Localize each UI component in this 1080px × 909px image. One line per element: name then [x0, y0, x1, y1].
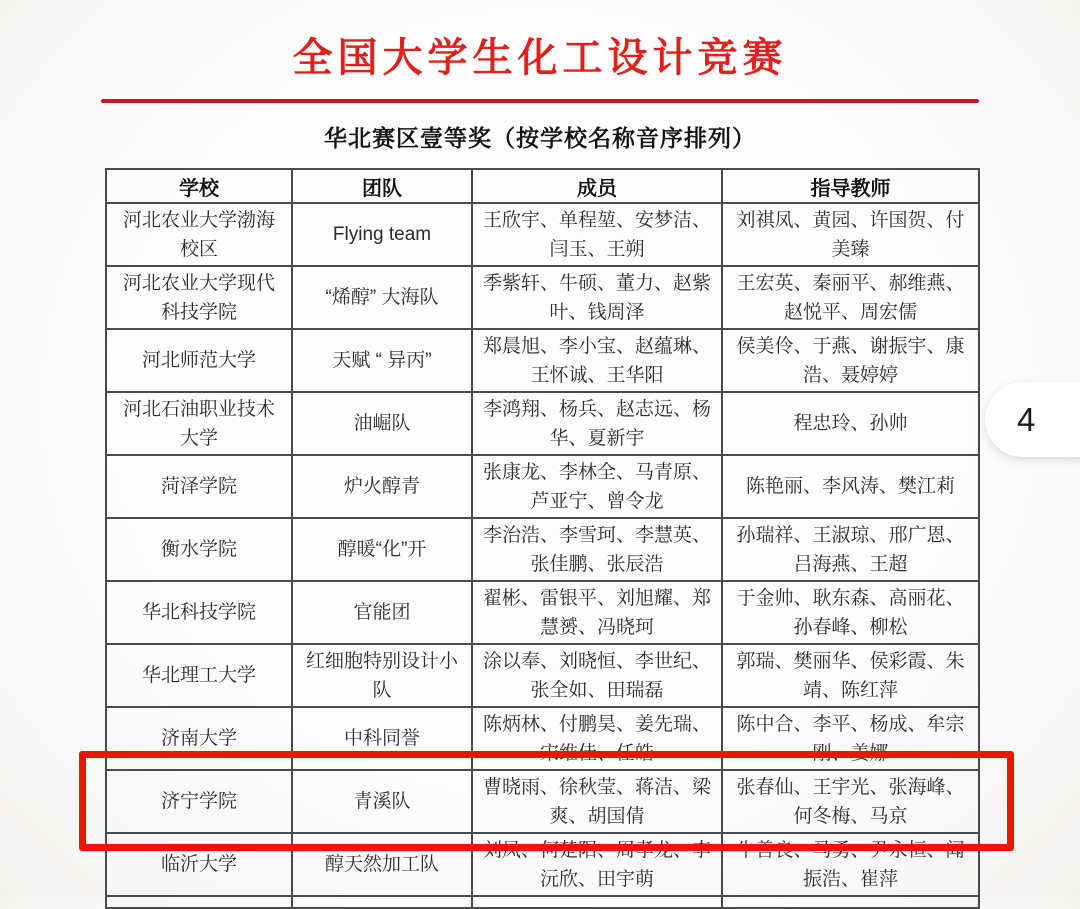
- school-cell: 济宁学院: [106, 770, 292, 833]
- table-row: [106, 392, 979, 455]
- table-row-partial: [106, 896, 979, 908]
- members-cell: 翟彬、雷银平、刘旭耀、郑慧赟、冯晓珂: [472, 581, 722, 644]
- team-cell: 天赋 “ 异丙”: [292, 329, 472, 392]
- table-row: [106, 329, 979, 392]
- advisors-cell: [722, 896, 979, 908]
- members-cell: 张康龙、李林全、马青原、芦亚宁、曾令龙: [472, 455, 722, 518]
- advisors-cell: 孙瑞祥、王淑琼、邢广恩、吕海燕、王超: [722, 518, 979, 581]
- members-cell: 曹晓雨、徐秋莹、蒋洁、梁爽、胡国倩: [472, 770, 722, 833]
- school-cell: 临沂大学: [106, 833, 292, 896]
- page-number-badge: [985, 382, 1080, 457]
- advisors-cell: 刘祺凤、黄园、许国贺、付美臻: [722, 203, 979, 266]
- table-row: [106, 644, 979, 707]
- advisors-cell: 牛善良、马勇、尹永恒、闻振浩、崔萍: [722, 833, 979, 896]
- advisors-cell: 张春仙、王宇光、张海峰、何冬梅、马京: [722, 770, 979, 833]
- team-cell: [292, 896, 472, 908]
- members-cell: 涂以奉、刘晓恒、李世纪、张全如、田瑞磊: [472, 644, 722, 707]
- page-subtitle: 华北赛区壹等奖（按学校名称音序排列）: [324, 125, 756, 151]
- advisors-cell: 陈艳丽、李风涛、樊江莉: [722, 455, 979, 518]
- school-cell: [106, 896, 292, 908]
- table-row: [106, 203, 979, 266]
- members-cell: 王欣宇、单程堃、安梦洁、闫玉、王朔: [472, 203, 722, 266]
- members-cell: 陈炳林、付鹏昊、姜先瑞、宋维佳、任皓: [472, 707, 722, 770]
- col-header-team: 团队: [292, 169, 472, 203]
- members-cell: 郑晨旭、李小宝、赵蕴琳、王怀诚、王华阳: [472, 329, 722, 392]
- members-cell: 李鸿翔、杨兵、赵志远、杨华、夏新宇: [472, 392, 722, 455]
- team-cell: 油崛队: [292, 392, 472, 455]
- advisors-cell: 陈中合、李平、杨成、牟宗刚、姜娜: [722, 707, 979, 770]
- members-cell: 季紫轩、牛硕、董力、赵紫叶、钱周泽: [472, 266, 722, 329]
- team-cell: 官能团: [292, 581, 472, 644]
- table-row-highlighted: [106, 770, 979, 833]
- team-cell: 红细胞特别设计小队: [292, 644, 472, 707]
- school-cell: 衡水学院: [106, 518, 292, 581]
- advisors-cell: 郭瑞、樊丽华、侯彩霞、朱靖、陈红萍: [722, 644, 979, 707]
- table-row: [106, 455, 979, 518]
- school-cell: 华北理工大学: [106, 644, 292, 707]
- advisors-cell: 程忠玲、孙帅: [722, 392, 979, 455]
- team-cell: “烯醇” 大海队: [292, 266, 472, 329]
- advisors-cell: 侯美伶、于燕、谢振宇、康浩、聂婷婷: [722, 329, 979, 392]
- school-cell: 济南大学: [106, 707, 292, 770]
- col-header-school: 学校: [106, 169, 292, 203]
- table-row: [106, 707, 979, 770]
- advisors-cell: 于金帅、耿东森、高丽花、孙春峰、柳松: [722, 581, 979, 644]
- team-cell: 炉火醇青: [292, 455, 472, 518]
- team-cell: 醇天然加工队: [292, 833, 472, 896]
- school-cell: 菏泽学院: [106, 455, 292, 518]
- advisors-cell: 王宏英、秦丽平、郝维燕、赵悦平、周宏儒: [722, 266, 979, 329]
- col-header-advisors: 指导教师: [722, 169, 979, 203]
- awards-table: [105, 168, 980, 909]
- table-row: [106, 581, 979, 644]
- school-cell: 华北科技学院: [106, 581, 292, 644]
- team-cell: 醇暖“化”开: [292, 518, 472, 581]
- members-cell: [472, 896, 722, 908]
- team-cell: Flying team: [292, 203, 472, 266]
- table-row: [106, 266, 979, 329]
- members-cell: 李治浩、李雪珂、李慧英、张佳鹏、张辰浩: [472, 518, 722, 581]
- header-row: [106, 169, 979, 203]
- school-cell: 河北石油职业技术大学: [106, 392, 292, 455]
- members-cell: 刘凤、何楚阳、周孝龙、李沅欣、田宇萌: [472, 833, 722, 896]
- school-cell: 河北师范大学: [106, 329, 292, 392]
- col-header-members: 成员: [472, 169, 722, 203]
- table-row: [106, 833, 979, 896]
- team-cell: 青溪队: [292, 770, 472, 833]
- table-row: [106, 518, 979, 581]
- title-divider: [101, 99, 979, 103]
- page-number: 4: [1017, 400, 1036, 438]
- page-title: 全国大学生化工设计竞赛: [292, 36, 788, 80]
- team-cell: 中科同誉: [292, 707, 472, 770]
- school-cell: 河北农业大学现代科技学院: [106, 266, 292, 329]
- school-cell: 河北农业大学渤海校区: [106, 203, 292, 266]
